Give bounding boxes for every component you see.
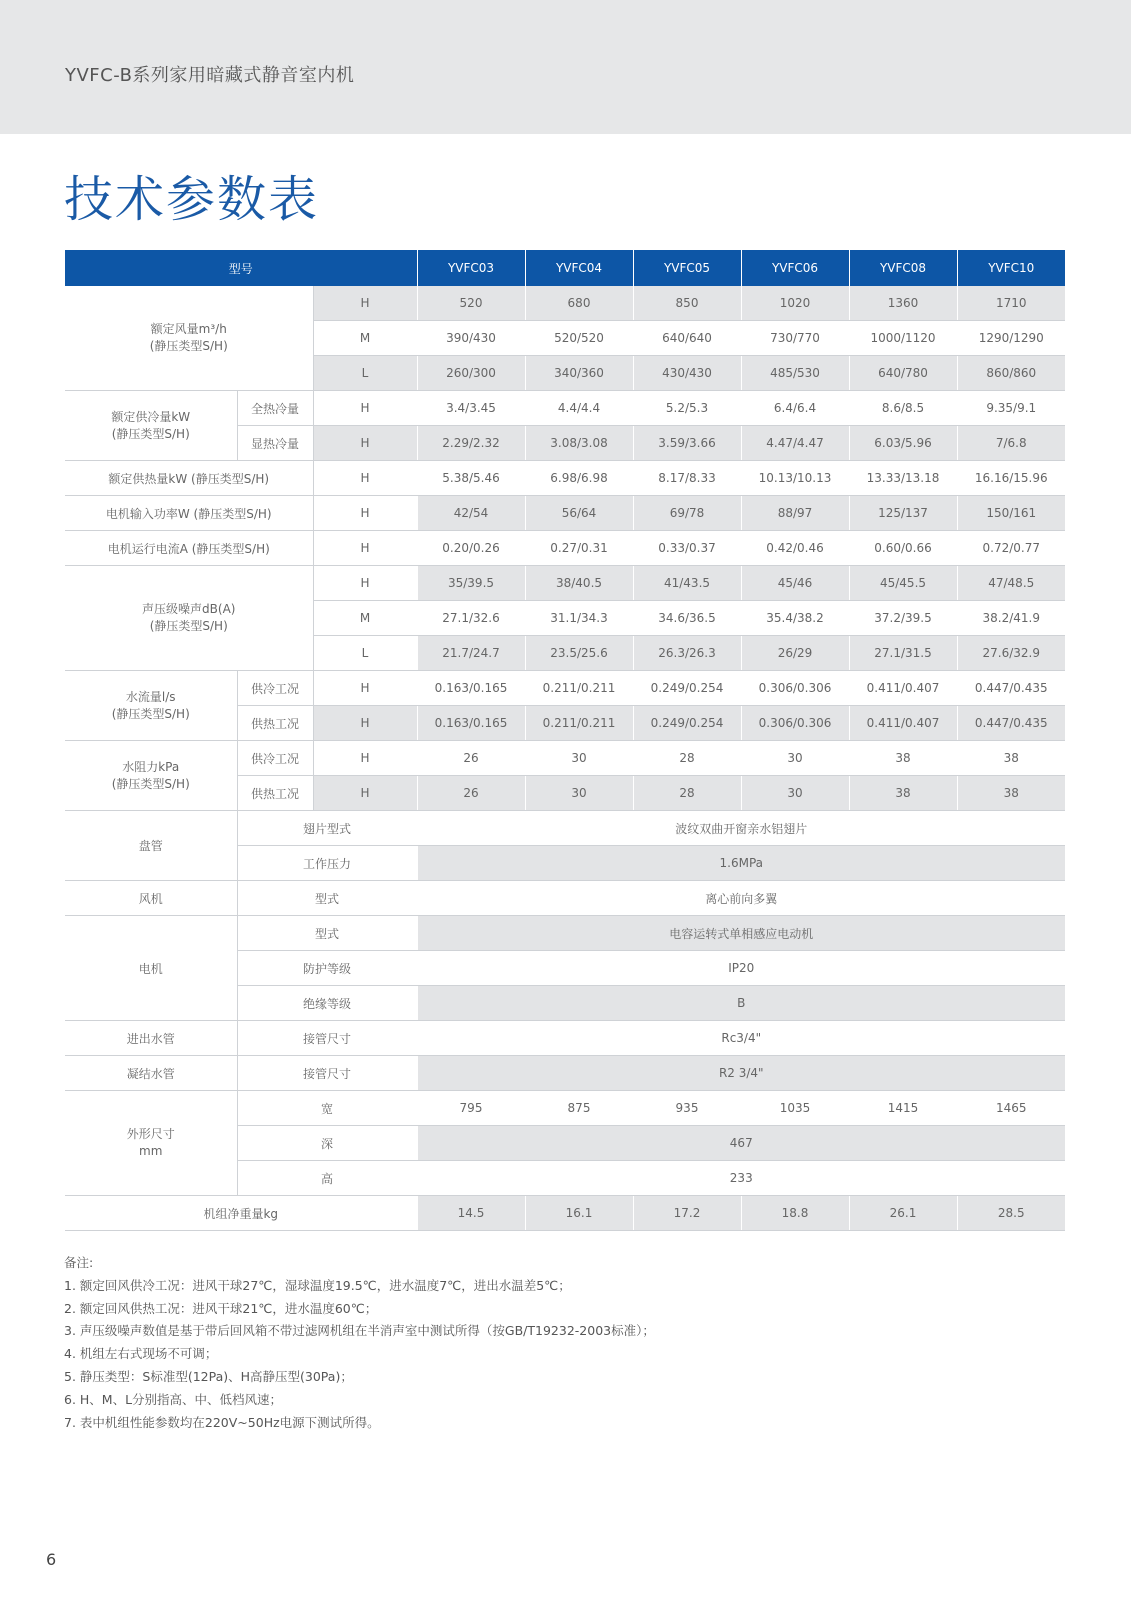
label-line: (静压类型S/H) xyxy=(111,706,190,721)
notes-title: 备注: xyxy=(64,1255,94,1270)
series-title: YVFC-B系列家用暗藏式静音室内机 xyxy=(65,65,355,86)
noise-label xyxy=(65,566,313,671)
value-cell: 35/39.5 xyxy=(417,566,525,601)
value-cell: 6.4/6.4 xyxy=(741,391,849,426)
sub-label: 型式 xyxy=(237,881,417,916)
value-cell: 0.20/0.26 xyxy=(417,531,525,566)
model-label: 型号 xyxy=(65,250,417,286)
sub-label: 供冷工况 xyxy=(237,741,313,776)
value-cell: 0.33/0.37 xyxy=(633,531,741,566)
speed-level: M xyxy=(313,321,417,356)
model-name: YVFC06 xyxy=(741,250,849,286)
value-cell: 0.211/0.211 xyxy=(525,671,633,706)
value-cell: 8.6/8.5 xyxy=(849,391,957,426)
value-cell: 23.5/25.6 xyxy=(525,636,633,671)
page-number: 6 xyxy=(46,1550,57,1569)
speed-level: H xyxy=(313,426,417,461)
value-cell: 125/137 xyxy=(849,496,957,531)
value-cell: 38 xyxy=(957,776,1065,811)
value-cell: 26 xyxy=(417,741,525,776)
value-cell: 56/64 xyxy=(525,496,633,531)
value-cell: 45/45.5 xyxy=(849,566,957,601)
coil-label: 盘管 xyxy=(65,811,237,881)
value-cell: 26 xyxy=(417,776,525,811)
page-title: 技术参数表 xyxy=(64,171,320,228)
speed-level: M xyxy=(313,601,417,636)
value-cell: 4.4/4.4 xyxy=(525,391,633,426)
speed-level: H xyxy=(313,741,417,776)
value-cell: 45/46 xyxy=(741,566,849,601)
value-cell: 1360 xyxy=(849,286,957,321)
speed-level: H xyxy=(313,391,417,426)
table-row xyxy=(65,566,1065,601)
value-cell: 340/360 xyxy=(525,356,633,391)
value-cell: 16.16/15.96 xyxy=(957,461,1065,496)
value-cell: 1000/1120 xyxy=(849,321,957,356)
model-name: YVFC03 xyxy=(417,250,525,286)
value-cell: 680 xyxy=(525,286,633,321)
sub-label: 接管尺寸 xyxy=(237,1021,417,1056)
value-cell: 38 xyxy=(849,741,957,776)
model-name: YVFC05 xyxy=(633,250,741,286)
value-cell: 41/43.5 xyxy=(633,566,741,601)
label-line: 声压级噪声dB(A) xyxy=(142,602,236,616)
value-cell: 7/6.8 xyxy=(957,426,1065,461)
value-cell: 16.1 xyxy=(525,1196,633,1231)
sub-label: 宽 xyxy=(237,1091,417,1126)
value-cell: 5.38/5.46 xyxy=(417,461,525,496)
value-cell: 520/520 xyxy=(525,321,633,356)
table-header-row xyxy=(65,250,1065,286)
value-cell: 34.6/36.5 xyxy=(633,601,741,636)
label-line: 额定供冷量kW xyxy=(111,409,191,424)
speed-level: H xyxy=(313,461,417,496)
note-item: 4. 机组左右式现场不可调； xyxy=(64,1346,218,1362)
speed-level: H xyxy=(313,671,417,706)
motor-power-label: 电机输入功率W (静压类型S/H) xyxy=(65,496,313,531)
value-cell: 640/640 xyxy=(633,321,741,356)
sub-label: 型式 xyxy=(237,916,417,951)
value-cell: IP20 xyxy=(417,951,1065,986)
inlet-pipe-label: 进出水管 xyxy=(65,1021,237,1056)
value-cell: 1290/1290 xyxy=(957,321,1065,356)
spec-table xyxy=(65,250,1065,1231)
value-cell: 467 xyxy=(417,1126,1065,1161)
table-row xyxy=(65,1196,1065,1231)
cooling-label xyxy=(65,391,237,461)
motor-label: 电机 xyxy=(65,916,237,1021)
speed-level: H xyxy=(313,566,417,601)
value-cell: 0.447/0.435 xyxy=(957,706,1065,741)
value-cell: 18.8 xyxy=(741,1196,849,1231)
value-cell: 30 xyxy=(525,741,633,776)
value-cell: 1465 xyxy=(957,1091,1065,1126)
value-cell: 26/29 xyxy=(741,636,849,671)
label-line: 额定风量m³/h xyxy=(150,322,227,336)
sub-label: 翅片型式 xyxy=(237,811,417,846)
value-cell: 30 xyxy=(525,776,633,811)
table-row xyxy=(65,391,1065,426)
value-cell: 38.2/41.9 xyxy=(957,601,1065,636)
sub-label: 显热冷量 xyxy=(237,426,313,461)
label-line: 外形尺寸 xyxy=(126,1127,175,1141)
value-cell: 1.6MPa xyxy=(417,846,1065,881)
value-cell: 430/430 xyxy=(633,356,741,391)
value-cell: 9.35/9.1 xyxy=(957,391,1065,426)
value-cell: 27.6/32.9 xyxy=(957,636,1065,671)
value-cell: 0.411/0.407 xyxy=(849,706,957,741)
speed-level: H xyxy=(313,776,417,811)
value-cell: 27.1/32.6 xyxy=(417,601,525,636)
note-item: 7. 表中机组性能参数均在220V~50Hz电源下测试所得。 xyxy=(64,1414,380,1430)
value-cell: 47/48.5 xyxy=(957,566,1065,601)
value-cell: 0.27/0.31 xyxy=(525,531,633,566)
value-cell: 1710 xyxy=(957,286,1065,321)
table-row xyxy=(65,916,1065,951)
fan-label: 风机 xyxy=(65,881,237,916)
value-cell: 30 xyxy=(741,776,849,811)
table-row xyxy=(65,881,1065,916)
table-row xyxy=(65,1056,1065,1091)
model-name: YVFC04 xyxy=(525,250,633,286)
value-cell: 390/430 xyxy=(417,321,525,356)
label-line: 水阻力kPa xyxy=(122,759,180,774)
label-line: mm xyxy=(139,1144,163,1158)
heating-label: 额定供热量kW (静压类型S/H) xyxy=(65,461,313,496)
value-cell: 10.13/10.13 xyxy=(741,461,849,496)
model-name: YVFC10 xyxy=(957,250,1065,286)
value-cell: 485/530 xyxy=(741,356,849,391)
value-cell: 26.3/26.3 xyxy=(633,636,741,671)
value-cell: 电容运转式单相感应电动机 xyxy=(417,916,1065,951)
value-cell: 0.163/0.165 xyxy=(417,706,525,741)
value-cell: 0.411/0.407 xyxy=(849,671,957,706)
speed-level: H xyxy=(313,496,417,531)
value-cell: 1415 xyxy=(849,1091,957,1126)
value-cell: 0.306/0.306 xyxy=(741,706,849,741)
value-cell: 13.33/13.18 xyxy=(849,461,957,496)
sub-label: 供热工况 xyxy=(237,776,313,811)
sub-label: 供冷工况 xyxy=(237,671,313,706)
note-item: 2. 额定回风供热工况：进风干球21℃，进水温度60℃； xyxy=(64,1300,378,1316)
table-row xyxy=(65,671,1065,706)
table-row xyxy=(65,496,1065,531)
value-cell: 31.1/34.3 xyxy=(525,601,633,636)
value-cell: 3.59/3.66 xyxy=(633,426,741,461)
value-cell: 6.03/5.96 xyxy=(849,426,957,461)
table-row xyxy=(65,461,1065,496)
value-cell: 6.98/6.98 xyxy=(525,461,633,496)
value-cell: B xyxy=(417,986,1065,1021)
sub-label: 防护等级 xyxy=(237,951,417,986)
speed-level: H xyxy=(313,706,417,741)
value-cell: 28 xyxy=(633,776,741,811)
value-cell: 875 xyxy=(525,1091,633,1126)
sub-label: 供热工况 xyxy=(237,706,313,741)
value-cell: 3.08/3.08 xyxy=(525,426,633,461)
value-cell: 1035 xyxy=(741,1091,849,1126)
value-cell: 88/97 xyxy=(741,496,849,531)
value-cell: 1020 xyxy=(741,286,849,321)
value-cell: 0.447/0.435 xyxy=(957,671,1065,706)
value-cell: 21.7/24.7 xyxy=(417,636,525,671)
note-item: 6. H、M、L分别指高、中、低档风速； xyxy=(64,1391,283,1407)
value-cell: 69/78 xyxy=(633,496,741,531)
sub-label: 深 xyxy=(237,1126,417,1161)
label-line: (静压类型S/H) xyxy=(111,776,190,791)
value-cell: 35.4/38.2 xyxy=(741,601,849,636)
value-cell: 0.249/0.254 xyxy=(633,671,741,706)
value-cell: 0.163/0.165 xyxy=(417,671,525,706)
drain-pipe-label: 凝结水管 xyxy=(65,1056,237,1091)
table-row xyxy=(65,811,1065,846)
label-line: (静压类型S/H) xyxy=(149,619,228,633)
value-cell: 38 xyxy=(849,776,957,811)
value-cell: Rc3/4" xyxy=(417,1021,1065,1056)
notes-section xyxy=(64,1252,655,1434)
value-cell: 30 xyxy=(741,741,849,776)
value-cell: 27.1/31.5 xyxy=(849,636,957,671)
value-cell: 5.2/5.3 xyxy=(633,391,741,426)
value-cell: 17.2 xyxy=(633,1196,741,1231)
value-cell: 38 xyxy=(957,741,1065,776)
value-cell: 0.211/0.211 xyxy=(525,706,633,741)
value-cell: 860/860 xyxy=(957,356,1065,391)
label-line: (静压类型S/H) xyxy=(111,426,190,441)
value-cell: 0.72/0.77 xyxy=(957,531,1065,566)
value-cell: 640/780 xyxy=(849,356,957,391)
table-row xyxy=(65,286,1065,321)
water-flow-label xyxy=(65,671,237,741)
value-cell: 935 xyxy=(633,1091,741,1126)
note-item: 3. 声压级噪声数值是基于带后回风箱不带过滤网机组在半消声室中测试所得（按GB/T19232-2003标准）； xyxy=(64,1323,655,1339)
value-cell: 0.60/0.66 xyxy=(849,531,957,566)
value-cell: 2.29/2.32 xyxy=(417,426,525,461)
weight-label: 机组净重量kg xyxy=(65,1196,417,1231)
label-line: 水流量l/s xyxy=(125,689,176,704)
note-item: 5. 静压类型：S标准型(12Pa)、H高静压型(30Pa)； xyxy=(64,1368,353,1384)
value-cell: 37.2/39.5 xyxy=(849,601,957,636)
value-cell: 233 xyxy=(417,1161,1065,1196)
value-cell: 28.5 xyxy=(957,1196,1065,1231)
value-cell: 3.4/3.45 xyxy=(417,391,525,426)
speed-level: L xyxy=(313,636,417,671)
water-resistance-label xyxy=(65,741,237,811)
value-cell: 42/54 xyxy=(417,496,525,531)
value-cell: 38/40.5 xyxy=(525,566,633,601)
speed-level: H xyxy=(313,531,417,566)
value-cell: 730/770 xyxy=(741,321,849,356)
sub-label: 接管尺寸 xyxy=(237,1056,417,1091)
airflow-label xyxy=(65,286,313,391)
table-row xyxy=(65,1091,1065,1126)
value-cell: R2 3/4" xyxy=(417,1056,1065,1091)
value-cell: 8.17/8.33 xyxy=(633,461,741,496)
value-cell: 28 xyxy=(633,741,741,776)
table-row xyxy=(65,1021,1065,1056)
dimensions-label xyxy=(65,1091,237,1196)
value-cell: 14.5 xyxy=(417,1196,525,1231)
table-row xyxy=(65,741,1065,776)
value-cell: 离心前向多翼 xyxy=(417,881,1065,916)
value-cell: 260/300 xyxy=(417,356,525,391)
speed-level: H xyxy=(313,286,417,321)
note-item: 1. 额定回风供冷工况：进风干球27℃，湿球温度19.5℃，进水温度7℃，进出水温差5℃； xyxy=(64,1277,571,1293)
sub-label: 绝缘等级 xyxy=(237,986,417,1021)
value-cell: 0.42/0.46 xyxy=(741,531,849,566)
table-row xyxy=(65,531,1065,566)
value-cell: 850 xyxy=(633,286,741,321)
value-cell: 0.249/0.254 xyxy=(633,706,741,741)
value-cell: 795 xyxy=(417,1091,525,1126)
value-cell: 26.1 xyxy=(849,1196,957,1231)
value-cell: 0.306/0.306 xyxy=(741,671,849,706)
value-cell: 波纹双曲开窗亲水铝翅片 xyxy=(417,811,1065,846)
label-line: (静压类型S/H) xyxy=(149,339,228,353)
model-name: YVFC08 xyxy=(849,250,957,286)
value-cell: 520 xyxy=(417,286,525,321)
speed-level: L xyxy=(313,356,417,391)
sub-label: 工作压力 xyxy=(237,846,417,881)
sub-label: 高 xyxy=(237,1161,417,1196)
value-cell: 4.47/4.47 xyxy=(741,426,849,461)
motor-current-label: 电机运行电流A (静压类型S/H) xyxy=(65,531,313,566)
value-cell: 150/161 xyxy=(957,496,1065,531)
sub-label: 全热冷量 xyxy=(237,391,313,426)
